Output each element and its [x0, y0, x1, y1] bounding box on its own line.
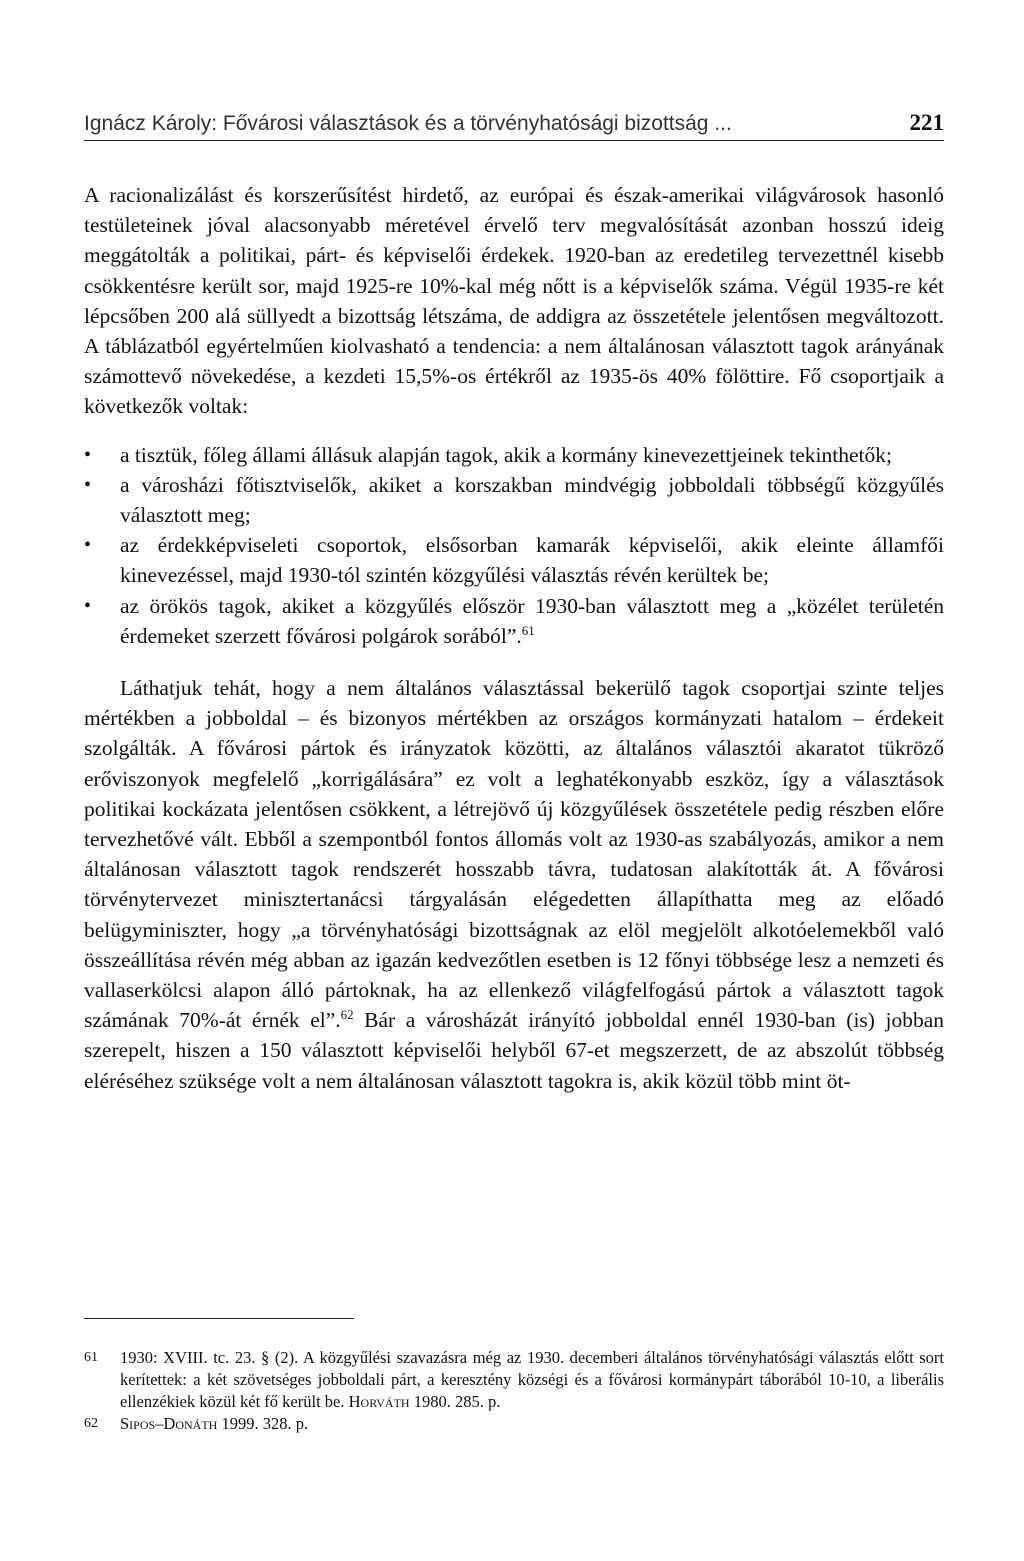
footnote-text: 1930: XVIII. tc. 23. § (2). A közgyűlési szavazásra még az 1930. decemberi általános törvényhatósági választás előtt sort kerítettek: a két szövetséges jobboldali párt, a keresztény községi és a fővárosi kormánypárt táborából 10-10, a liberális ellenzékiek közül két fő került be.: [120, 1348, 944, 1411]
footnote-divider: [84, 1318, 354, 1319]
running-header: [84, 96, 944, 141]
list-item-text: az érdekképviseleti csoportok, elsősorban kamarák képviselői, akik eleinte államfői kinevezéssel, majd 1930-tól szintén közgyűlési választás révén kerültek be;: [120, 533, 944, 588]
page-number: 221: [909, 110, 944, 135]
footnote-61: [84, 1347, 944, 1413]
paragraph-2: [84, 673, 944, 1096]
footnote-citation: 1999. 328. p.: [217, 1414, 309, 1433]
main-text: [84, 180, 944, 1096]
list-item-text: az örökös tagok, akiket a közgyűlés először 1930-ban választott meg a „közélet területén érdemeket szerzett fővárosi polgárok sorából”.: [120, 593, 944, 648]
paragraph-2-text: Láthatjuk tehát, hogy a nem általános választással bekerülő tagok csoportjai szinte teljes mértékben a jobboldal – és bizonyos mértékben az országos kormányzati hatalom – érdekeit szolgálták. A fővárosi pártok és irányzatok közötti, az általános választói akaratot tükröző erőviszonyok megfelelő „korrigálására” ez volt a leghatékonyabb eszköz, így a választások politikai kockázata jelentősen csökkent, a létrejövő új közgyűlések összetétele pedig részben előre tervezhetővé vált. Ebből a szempontból fontos állomás volt az 1930-as szabályozás, amikor a nem általánosan választott tagok rendszerét hosszabb távra, tudatosan alakították át. A fővárosi törvénytervezet minisztertanácsi tárgyalásán elégedetten állapíthatta meg az előadó belügyminiszter, hogy „a törvényhatósági bizottságnak az elöl megjelölt alkotóelemekből való összeállítása révén még abban az igazán kedvezőtlen esetben is 12 főnyi többsége lesz a nemzeti és vallaserkölcsi alapon álló pártoknak, ha az ellenkező világfelfogású pártok a választott tagok számának 70%-át érnék el”.: [84, 676, 944, 1033]
running-title: Ignácz Károly: Fővárosi választások és a törvényhatósági bizottság ...: [84, 112, 732, 135]
bullet-list: [84, 440, 944, 651]
footnote-ref-62[interactable]: 62: [340, 1007, 354, 1023]
paragraph-2-continuation: Bár a városházát irányító jobboldal ennél 1930-ban (is) jobban szerepelt, hiszen a 150 választott képviselői helyből 67-et megszerzett, de az abszolút többség eléréséhez szüksége volt a nem általánosan választott tagokra is, akik közül több mint öt-: [84, 1008, 944, 1093]
footnote-author: Sipos–Donáth: [120, 1414, 218, 1433]
footnotes: [84, 1347, 944, 1435]
list-item: [84, 440, 944, 470]
list-item-text: a tisztük, főleg állami állásuk alapján tagok, akik a kormány kinevezettjeinek tekinthetők;: [120, 442, 892, 467]
footnote-ref-61[interactable]: 61: [521, 622, 535, 638]
list-item: [84, 591, 944, 651]
footnote-author: Horváth: [348, 1392, 410, 1411]
footnote-number: 62: [84, 1416, 98, 1431]
list-item-text: a városházi főtisztviselők, akiket a korszakban mindvégig jobboldali többségű közgyűlés választott meg;: [120, 472, 944, 528]
footnote-citation: 1980. 285. p.: [409, 1392, 501, 1411]
footnote-62: [84, 1413, 944, 1435]
footnote-number: 61: [84, 1350, 98, 1365]
paragraph-1: A racionalizálást és korszerűsítést hirdető, az európai és észak-amerikai világvárosok hasonló testületeinek jóval alacsonyabb méretével érvelő terv megvalósítását azonban hosszú ideig meggátolták a politikai, párt- és képviselői érdekek. 1920-ban az eredetileg tervezettnél kisebb csökkentésre került sor, majd 1925-re 10%-kal még nőtt is a képviselők száma. Végül 1935-re két lépcsőben 200 alá süllyedt a bizottság létszáma, de addigra az összetétele jelentősen megváltozott. A táblázatból egyértelműen kiolvasható a tendencia: a nem általánosan választott tagok arányának számottevő növekedése, a kezdeti 15,5%-os értékről az 1935-ös 40% fölöttire. Fő csoportjaik a következők voltak:: [84, 183, 944, 419]
list-item: [84, 530, 944, 590]
list-item: [84, 470, 944, 530]
